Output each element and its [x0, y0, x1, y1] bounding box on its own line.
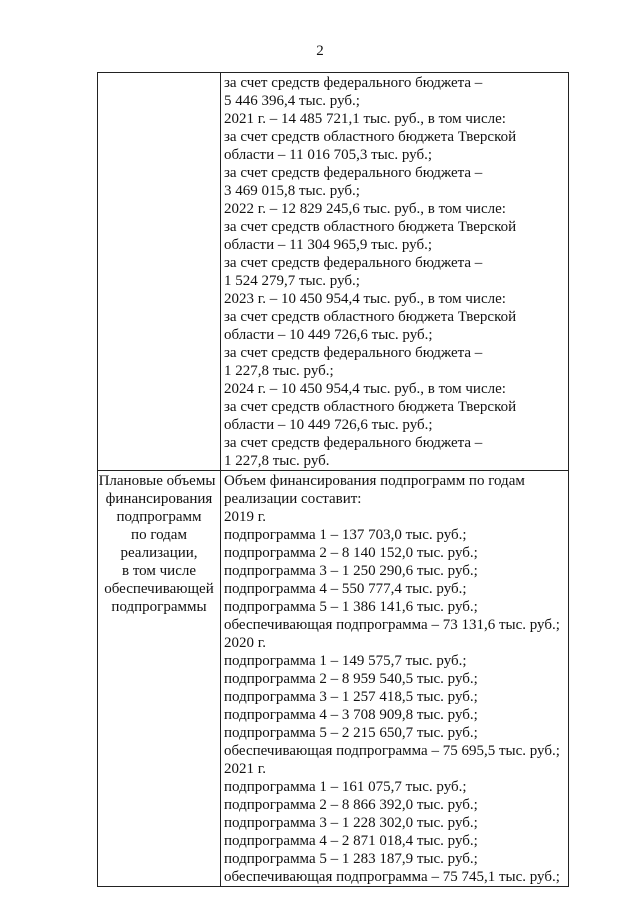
- text-line: подпрограмма 4 – 3 708 909,8 тыс. руб.;: [224, 707, 478, 723]
- text-line: реализации составит:: [224, 491, 362, 507]
- row1-left-cell: [98, 73, 221, 471]
- row2-left-cell: [98, 471, 221, 887]
- table-row-subprogram-funding: [98, 471, 569, 887]
- text-line: обеспечивающая подпрограмма – 75 745,1 тыс. руб.;: [224, 869, 560, 885]
- label-line: в том числе: [121, 563, 197, 579]
- text-line: обеспечивающая подпрограмма – 75 695,5 тыс. руб.;: [224, 743, 560, 759]
- text-line: за счет средств областного бюджета Тверской: [224, 309, 517, 325]
- text-line: области – 11 016 705,3 тыс. руб.;: [224, 147, 433, 163]
- text-line: 2021 г. – 14 485 721,1 тыс. руб., в том числе:: [224, 111, 506, 127]
- text-line: за счет средств федерального бюджета –: [224, 345, 483, 361]
- table-row-budget-continuation: [98, 73, 569, 471]
- label-line: по годам: [131, 527, 187, 543]
- row1-right-cell: [221, 73, 569, 471]
- text-line: 2019 г.: [224, 509, 266, 525]
- text-line: за счет средств федерального бюджета –: [224, 165, 483, 181]
- text-line: подпрограмма 5 – 2 215 650,7 тыс. руб.;: [224, 725, 478, 741]
- text-line: подпрограмма 2 – 8 959 540,5 тыс. руб.;: [224, 671, 478, 687]
- text-line: подпрограмма 3 – 1 250 290,6 тыс. руб.;: [224, 563, 478, 579]
- text-line: подпрограмма 5 – 1 283 187,9 тыс. руб.;: [224, 851, 478, 867]
- text-line: 3 469 015,8 тыс. руб.;: [224, 183, 360, 199]
- label-line: реализации,: [120, 545, 198, 561]
- text-line: подпрограмма 1 – 149 575,7 тыс. руб.;: [224, 653, 467, 669]
- text-line: за счет средств федерального бюджета –: [224, 435, 483, 451]
- text-line: подпрограмма 5 – 1 386 141,6 тыс. руб.;: [224, 599, 478, 615]
- label-line: обеспечивающей: [104, 581, 214, 597]
- label-line: Плановые объемы: [98, 473, 216, 489]
- text-line: Объем финансирования подпрограмм по годам: [224, 473, 525, 489]
- text-line: за счет средств федерального бюджета –: [224, 75, 483, 91]
- text-line: области – 11 304 965,9 тыс. руб.;: [224, 237, 433, 253]
- text-line: области – 10 449 726,6 тыс. руб.;: [224, 417, 433, 433]
- label-line: подпрограмм: [116, 509, 202, 525]
- text-line: 5 446 396,4 тыс. руб.;: [224, 93, 360, 109]
- text-line: за счет средств областного бюджета Тверской: [224, 129, 517, 145]
- text-line: подпрограмма 3 – 1 228 302,0 тыс. руб.;: [224, 815, 478, 831]
- text-line: 1 227,8 тыс. руб.;: [224, 363, 334, 379]
- text-line: 2020 г.: [224, 635, 266, 651]
- text-line: 1 227,8 тыс. руб.: [224, 453, 330, 469]
- program-passport-table: [97, 72, 569, 887]
- text-line: подпрограмма 1 – 137 703,0 тыс. руб.;: [224, 527, 467, 543]
- text-line: подпрограмма 2 – 8 140 152,0 тыс. руб.;: [224, 545, 478, 561]
- text-line: за счет средств федерального бюджета –: [224, 255, 483, 271]
- text-line: 2023 г. – 10 450 954,4 тыс. руб., в том числе:: [224, 291, 506, 307]
- text-line: подпрограмма 4 – 2 871 018,4 тыс. руб.;: [224, 833, 478, 849]
- text-line: 2021 г.: [224, 761, 266, 777]
- text-line: подпрограмма 3 – 1 257 418,5 тыс. руб.;: [224, 689, 478, 705]
- text-line: области – 10 449 726,6 тыс. руб.;: [224, 327, 433, 343]
- page-number: 2: [316, 43, 324, 59]
- text-line: 2024 г. – 10 450 954,4 тыс. руб., в том числе:: [224, 381, 506, 397]
- text-line: подпрограмма 2 – 8 866 392,0 тыс. руб.;: [224, 797, 478, 813]
- text-line: за счет средств областного бюджета Тверской: [224, 399, 517, 415]
- text-line: подпрограмма 1 – 161 075,7 тыс. руб.;: [224, 779, 467, 795]
- text-line: 1 524 279,7 тыс. руб.;: [224, 273, 360, 289]
- row2-right-cell: [221, 471, 569, 887]
- text-line: подпрограмма 4 – 550 777,4 тыс. руб.;: [224, 581, 467, 597]
- text-line: за счет средств областного бюджета Тверской: [224, 219, 517, 235]
- text-line: обеспечивающая подпрограмма – 73 131,6 тыс. руб.;: [224, 617, 560, 633]
- text-line: 2022 г. – 12 829 245,6 тыс. руб., в том числе:: [224, 201, 506, 217]
- label-line: финансирования: [105, 491, 213, 507]
- label-line: подпрограммы: [111, 599, 207, 615]
